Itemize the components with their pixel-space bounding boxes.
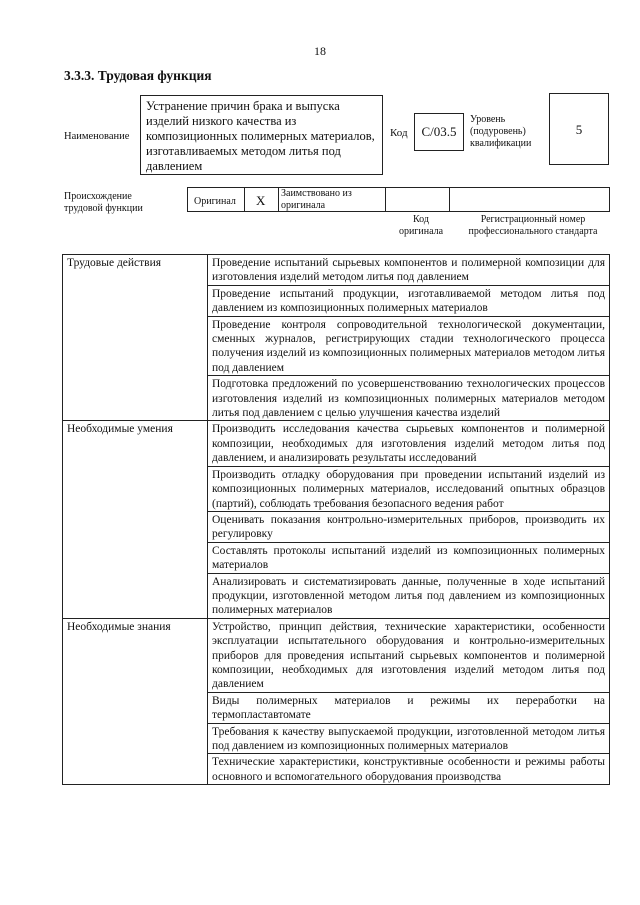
- reg-number-label: Регистрационный номер профессионального стандарта: [468, 214, 598, 237]
- original-label: Оригинал: [194, 196, 236, 207]
- list-item: Производить исследования качества сырьевых компонентов и полимерной композиции, необходимых для изготовления изделий методом литья под давлением, и анализировать результаты исследований: [212, 423, 605, 465]
- origin-code-cell: [385, 188, 450, 211]
- level-label: Уровень (подуровень) квалификации: [470, 114, 532, 149]
- origin-table: [187, 187, 610, 212]
- list-item: Производить отладку оборудования при проведении испытаний изделий из композиционных полимерных материалов, исследований опытных образцов (партий), соблюдать требования безопасного ведения работ: [208, 466, 609, 511]
- level-value: 5: [549, 93, 609, 165]
- row-items: [208, 618, 610, 784]
- function-name-value: Устранение причин брака и выпуска изделий низкого качества из композиционных полимерных материалов, изготавливаемых методом литья под давлением: [140, 95, 383, 175]
- row-category: Трудовые действия: [63, 255, 208, 421]
- row-items: [208, 255, 610, 421]
- borrowed-label: Заимствовано из оригинала: [281, 188, 352, 211]
- function-details-table: [62, 254, 610, 785]
- code-label: Код: [390, 127, 408, 139]
- row-category: Необходимые умения: [63, 421, 208, 618]
- list-item: Оценивать показания контрольно-измерительных приборов, производить их регулировку: [208, 511, 609, 542]
- row-category: Необходимые знания: [63, 618, 208, 784]
- table-row: [63, 255, 610, 421]
- list-item: Проведение испытаний сырьевых компонентов и полимерной композиции для изготовления изделий методом литья под давлением: [212, 257, 605, 284]
- section-title: 3.3.3. Трудовая функция: [64, 68, 212, 83]
- row-items: [208, 421, 610, 618]
- name-label: Наименование: [64, 131, 130, 142]
- code-value: C/03.5: [414, 113, 464, 151]
- table-row: [63, 421, 610, 618]
- list-item: Устройство, принцип действия, технические характеристики, особенности эксплуатации испытательного оборудования и контрольно-измерительных приборов для проведения испытаний сырьевых компонентов и полимерной композиции, необходимых для изготовления изделий методом литья под давлением: [212, 620, 605, 691]
- list-item: Требования к качеству выпускаемой продукции, изготовленной методом литья под давлением из композиционных полимерных материалов: [208, 723, 609, 754]
- list-item: Подготовка предложений по усовершенствованию технологических процессов изготовления изделий из композиционных полимерных материалов методом литья под давлением с целью улучшения качества изделий: [208, 375, 609, 420]
- origin-label: Происхождение трудовой функции: [64, 191, 143, 214]
- original-mark: X: [256, 193, 266, 208]
- list-item: Проведение испытаний продукции, изготавливаемой методом литья под давлением из композиционных полимерных материалов: [208, 285, 609, 316]
- list-item: Технические характеристики, конструктивные особенности и режимы работы основного и вспомогательного оборудования производства: [208, 753, 609, 784]
- list-item: Анализировать и систематизировать данные, полученные в ходе испытаний продукции, изготовленной методом литья под давлением из композиционных полимерных материалов: [208, 573, 609, 618]
- list-item: Проведение контроля сопроводительной технологической документации, сменных журналов, регистрирующих стадии технологического процесса получения изделий из композиционных полимерных материалов методом литья под давлением: [208, 316, 609, 376]
- table-row: [63, 618, 610, 784]
- code-original-label: Код оригинала: [398, 214, 444, 237]
- page-number: 18: [314, 44, 326, 58]
- list-item: Виды полимерных материалов и режимы их переработки на термопластавтомате: [208, 692, 609, 723]
- list-item: Составлять протоколы испытаний изделий из композиционных полимерных материалов: [208, 542, 609, 573]
